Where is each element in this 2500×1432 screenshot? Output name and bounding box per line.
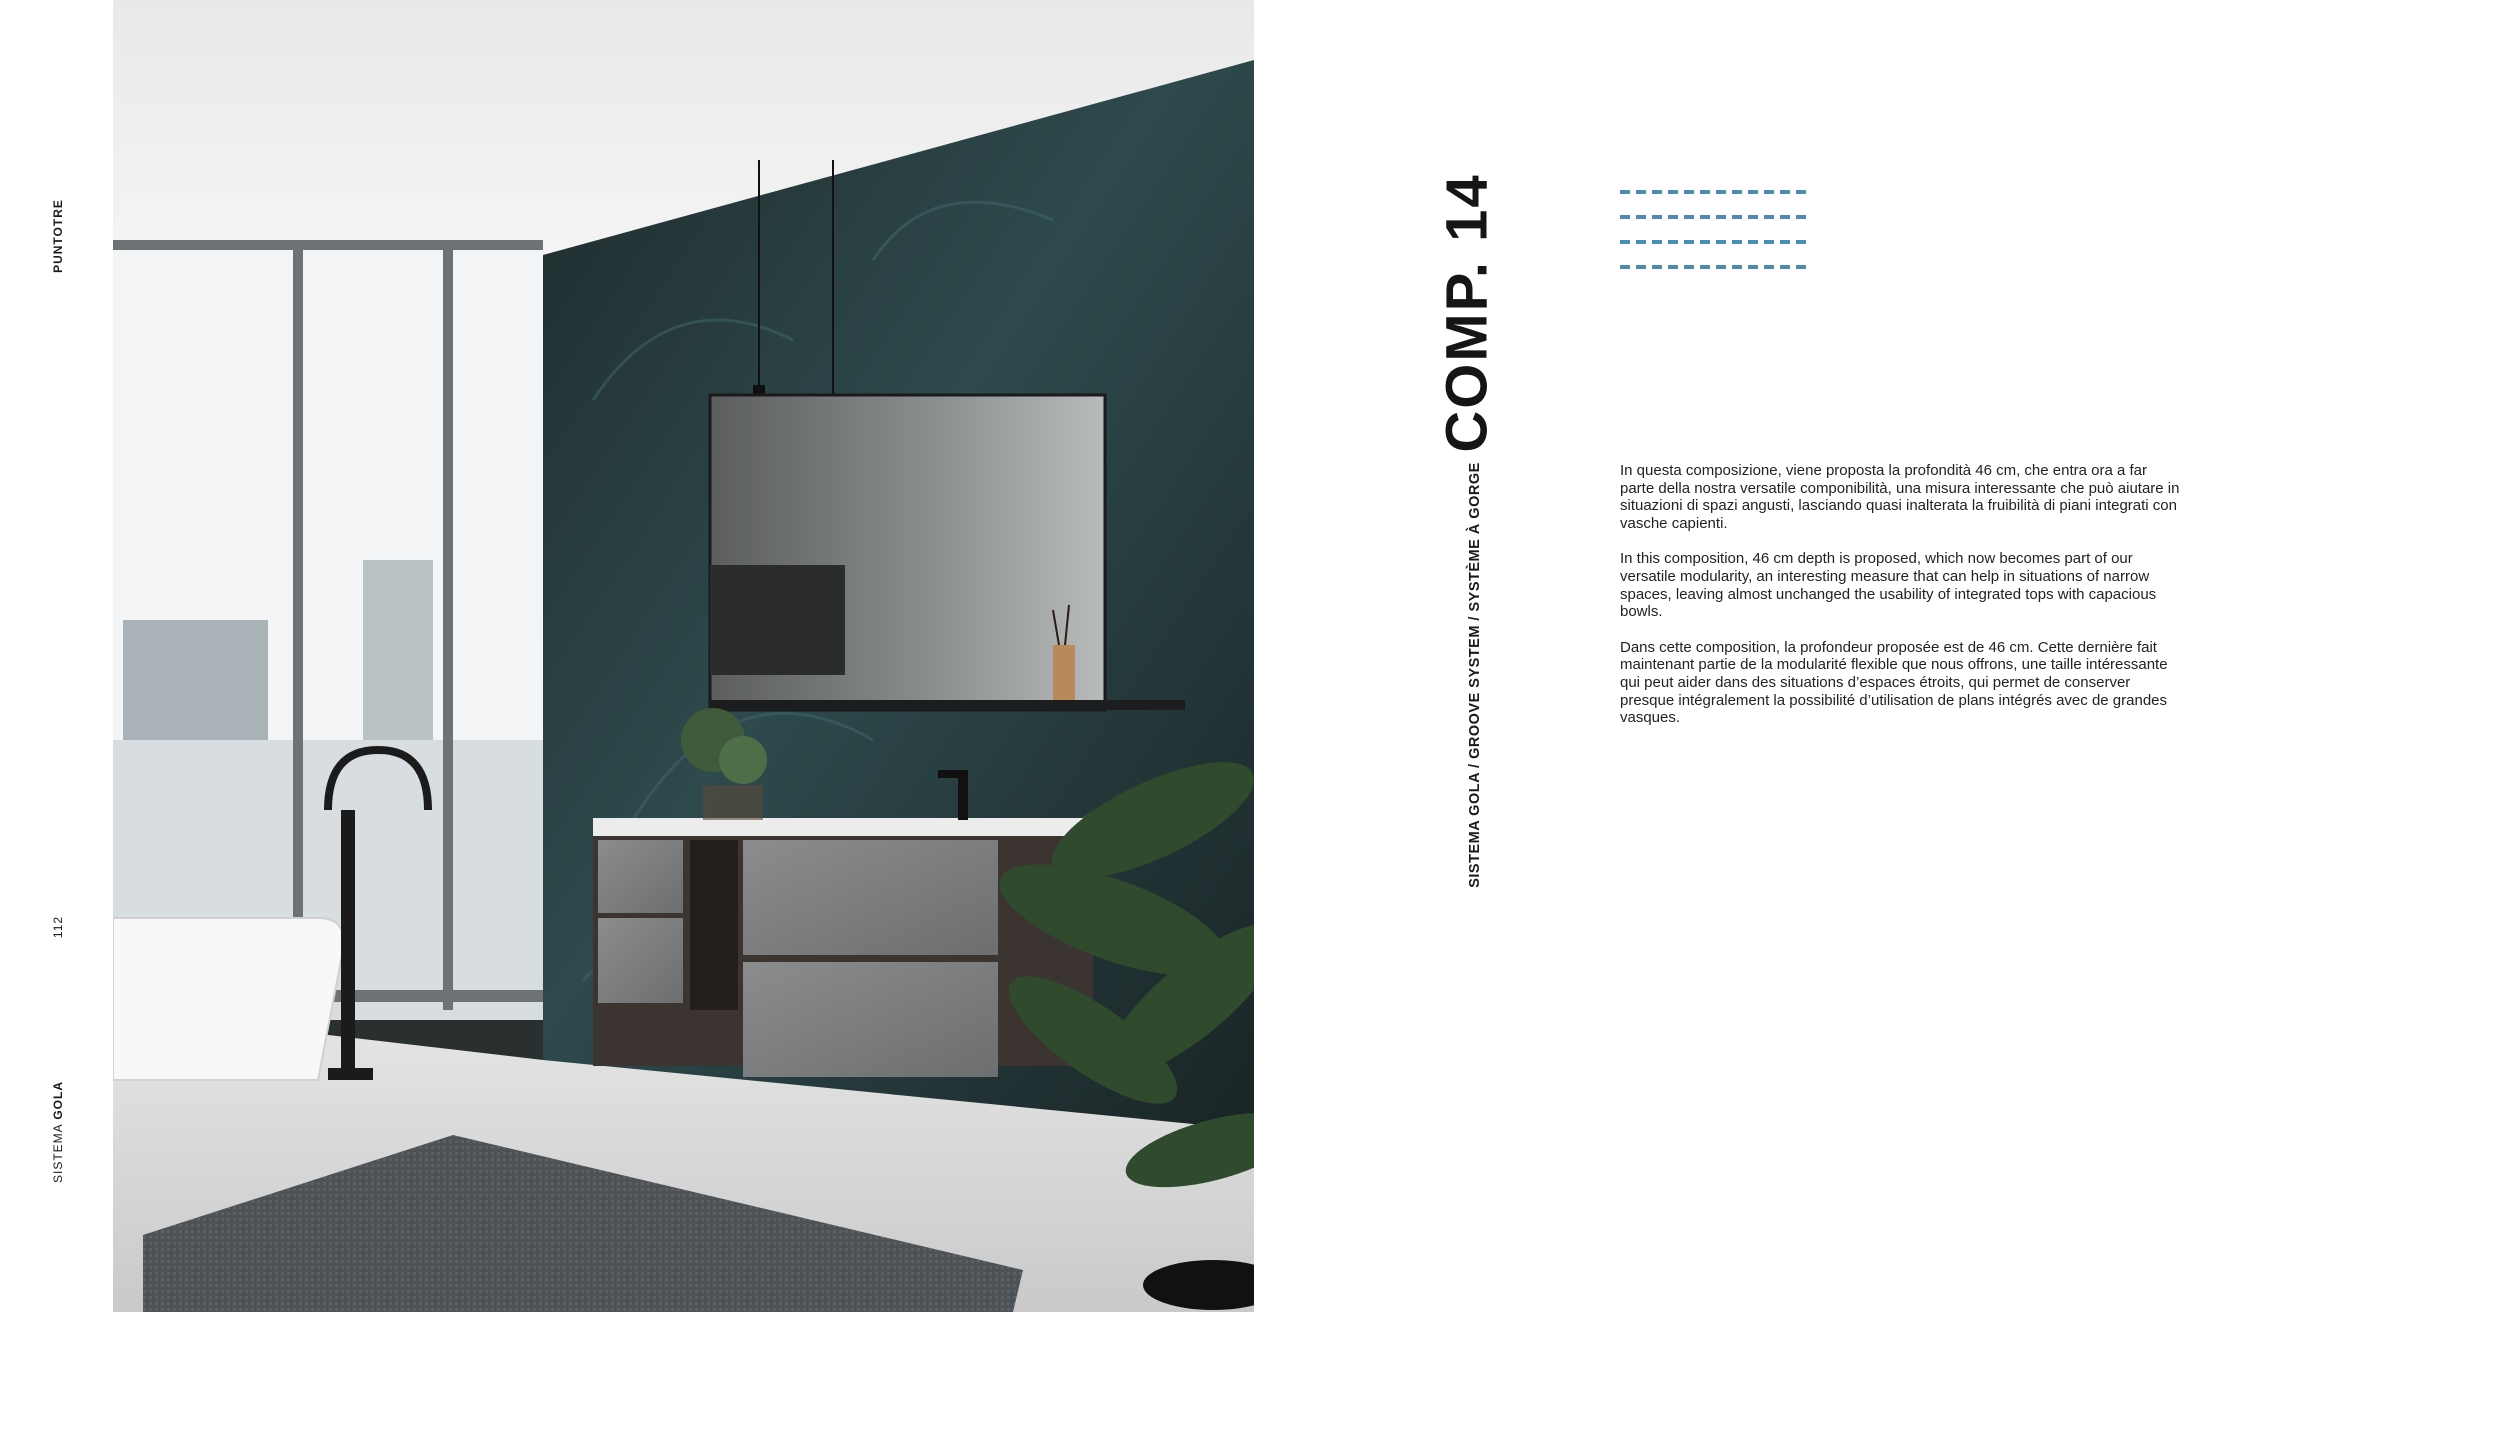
section-label (51, 1081, 65, 1183)
dash-row (1620, 190, 1812, 194)
product-photo (113, 0, 1254, 1312)
composition-subtitle: SISTEMA GOLA / GROOVE SYSTEM / SYSTÈME À GORGE (1467, 462, 1483, 888)
description-english: In this composition, 46 cm depth is proposed, which now becomes part of our versatile modularity, an interesting measure that can help in situations of narrow spaces, leaving almost unchanged the usability of integrated tops with capacious bowls. (1620, 550, 2157, 621)
description-block (1620, 462, 2180, 745)
composition-title: COMP. 14 (1434, 173, 1500, 453)
section-prefix: SISTEMA (51, 1124, 65, 1184)
section-bold: GOLA (51, 1080, 65, 1120)
dash-row (1620, 240, 1812, 244)
description-italian: In questa composizione, viene proposta la profondità 46 cm, che entra ora a far parte della nostra versatile componibilità, una misura interessante che può aiutare in situazioni di spazi angusti, lasciando quasi inalterata la fruibilità di piani integrati con vasche capienti. (1620, 462, 2180, 532)
page-number: 112 (51, 915, 65, 939)
dash-row (1620, 265, 1812, 269)
decorative-dashes (1620, 190, 1812, 290)
description-french: Dans cette composition, la profondeur proposée est de 46 cm. Cette dernière fait maintenant partie de la modularité flexible que nous offrons, une taille intéressante qui peut aider dans des situations d’espaces étroits, qui permet de conserver presque intégralement la possibilité d’utilisation de plans intégrés avec de grandes vasques. (1620, 638, 2168, 727)
brand-label: PUNTOTRE (51, 199, 65, 273)
dash-row (1620, 215, 1812, 219)
